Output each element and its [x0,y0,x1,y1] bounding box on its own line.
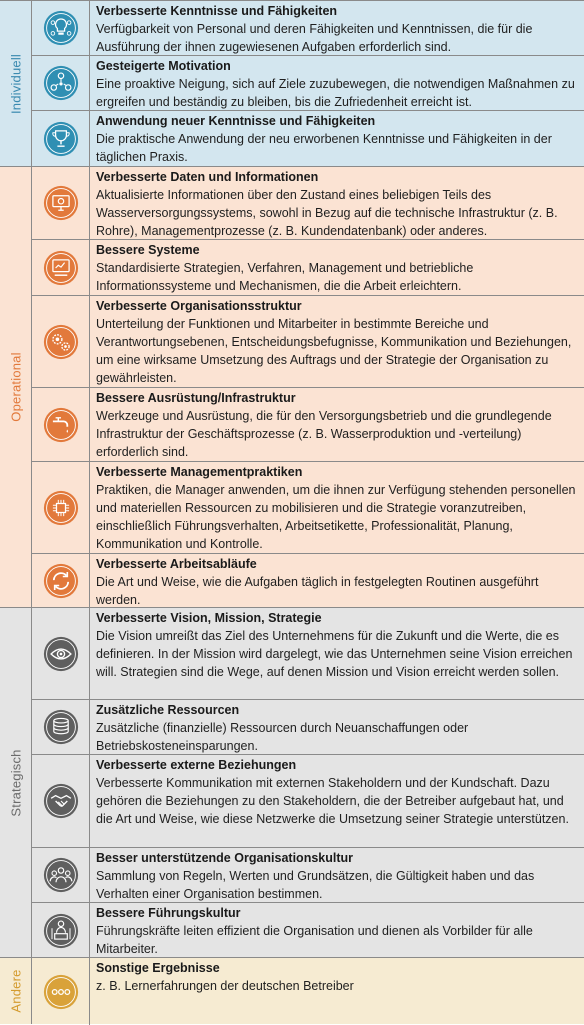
table-row [32,388,584,462]
table-row [32,296,584,388]
trophy-icon [43,121,79,157]
row-title: Bessere Führungskultur [96,906,241,920]
ellipsis-icon [43,974,79,1010]
row-description: Eine proaktive Neigung, sich auf Ziele zuzubewegen, die notwendigen Maßnahmen zu ergreifen und beständig zu bleiben, bis die Zufriedenheit erreicht ist. [96,77,575,109]
coin-stack-icon [43,709,79,745]
row-title: Bessere Ausrüstung/Infrastruktur [96,391,296,405]
group-label: Strategisch [8,748,24,817]
team-icon [43,857,79,893]
table-row [32,700,584,755]
row-title: Sonstige Ergebnisse [96,961,220,975]
group-strategisch [0,607,584,957]
row-description: Verbesserte Kommunikation mit externen Stakeholdern und der Kundschaft. Dazu gehören die Beziehungen zu den Stakeholdern, die der Betreiber aufgebaut hat, und die Art und Weise, wie diese Netzwerke die Umsetzung seiner Strategie unterstützen. [96,776,569,826]
group-label-cell [0,167,32,607]
row-description: Die Art und Weise, wie die Aufgaben täglich in festgelegten Routinen ausgeführt werden. [96,575,539,607]
table-row [32,903,584,958]
row-description: Zusätzliche (finanzielle) Ressourcen durch Neuanschaffungen oder Betriebskosteneinsparungen. [96,721,469,753]
row-description: Aktualisierte Informationen über den Zustand eines beliebigen Teils des Wasserversorgungssystems, sowohl in Bezug auf die technische Infrastruktur (z. B. Rohre), Managementprozesse (z. B. Kundendatenbank) oder anderes. [96,188,558,238]
row-description: z. B. Lernerfahrungen der deutschen Betreiber [96,979,354,993]
group-label: Individuell [8,53,24,114]
row-title: Verbesserte Kenntnisse und Fähigkeiten [96,4,338,18]
row-description: Praktiken, die Manager anwenden, um die ihnen zur Verfügung stehenden personellen und materiellen Ressourcen zu mobilisieren und die Strategie voranzutreiben, einschließlich Führungsverhalten, Arbeitsetikette, Professionalität, Planung, Kommunikation und Kontrolle. [96,483,576,551]
eye-icon [43,636,79,672]
group-label-cell [0,1,32,166]
row-title: Verbesserte Arbeitsabläufe [96,557,257,571]
table-row [32,167,584,240]
group-label-cell [0,608,32,957]
group-label: Andere [8,969,24,1013]
chip-network-icon [43,490,79,526]
row-title: Verbesserte Managementpraktiken [96,465,303,479]
table-row [32,240,584,296]
table-row [32,111,584,167]
row-title: Zusätzliche Ressourcen [96,703,240,717]
table-row [32,554,584,608]
row-description: Standardisierte Strategien, Verfahren, Management und betriebliche Informationssysteme und Mechanismen, die die Arbeit erleichtern. [96,261,474,293]
cycle-arrows-icon [43,563,79,599]
row-description: Unterteilung der Funktionen und Mitarbeiter in bestimmte Bereiche und Verantwortungsebenen, Entscheidungsbefugnisse, Kommunikation und Beziehungen, um eine wirksame Umsetzung des Auftrags und der Strategie der Organisation zu gewährleisten. [96,317,572,385]
row-description: Verfügbarkeit von Personal und deren Fähigkeiten und Kenntnissen, die für die Ausführung der ihnen zugewiesenen Aufgaben erforderlich sind. [96,22,533,54]
table-row [32,1,584,56]
row-description: Die Vision umreißt das Ziel des Unternehmens für die Zukunft und die Werte, die es definieren. In der Mission wird dargelegt, wie das Unternehmen seine Vision erreichen will. Strategien sind die Wege, auf denen Mission und Vision erreicht werden sollen. [96,629,573,679]
system-dashboard-icon [43,250,79,286]
group-operational [0,166,584,607]
table-row [32,462,584,554]
table-row [32,958,584,1025]
group-andere [0,957,584,1024]
row-title: Verbesserte Daten und Informationen [96,170,319,184]
lightbulb-gears-icon [43,10,79,46]
row-description: Führungskräfte leiten effizient die Organisation und dienen als Vorbilder für alle Mitarbeiter. [96,924,533,956]
row-title: Verbesserte externe Beziehungen [96,758,297,772]
table-row [32,608,584,700]
table-row [32,755,584,848]
row-title: Gesteigerte Motivation [96,59,231,73]
row-description: Sammlung von Regeln, Werten und Grundsätzen, die Gültigkeit haben und das Verhalten einer Organisation bestimmen. [96,869,535,901]
row-title: Bessere Systeme [96,243,200,257]
row-description: Die praktische Anwendung der neu erworbenen Kenntnisse und Fähigkeiten in der täglichen Praxis. [96,132,552,164]
table-row [32,848,584,903]
monitor-gear-icon [43,185,79,221]
people-network-icon [43,65,79,101]
leader-podium-icon [43,913,79,949]
org-gears-icon [43,324,79,360]
row-description: Werkzeuge und Ausrüstung, die für den Versorgungsbetrieb und die grundlegende Infrastruktur der Geschäftsprozesse (z. B. Wasserproduktion und -verteilung) erforderlich sind. [96,409,552,459]
row-title: Verbesserte Organisationsstruktur [96,299,302,313]
group-label: Operational [8,352,24,422]
table-row [32,56,584,111]
handshake-icon [43,783,79,819]
group-individuell [0,0,584,166]
row-title: Anwendung neuer Kenntnisse und Fähigkeiten [96,114,376,128]
row-title: Verbesserte Vision, Mission, Strategie [96,611,322,625]
group-label-cell [0,958,32,1024]
row-title: Besser unterstützende Organisationskultur [96,851,354,865]
water-tap-icon [43,407,79,443]
